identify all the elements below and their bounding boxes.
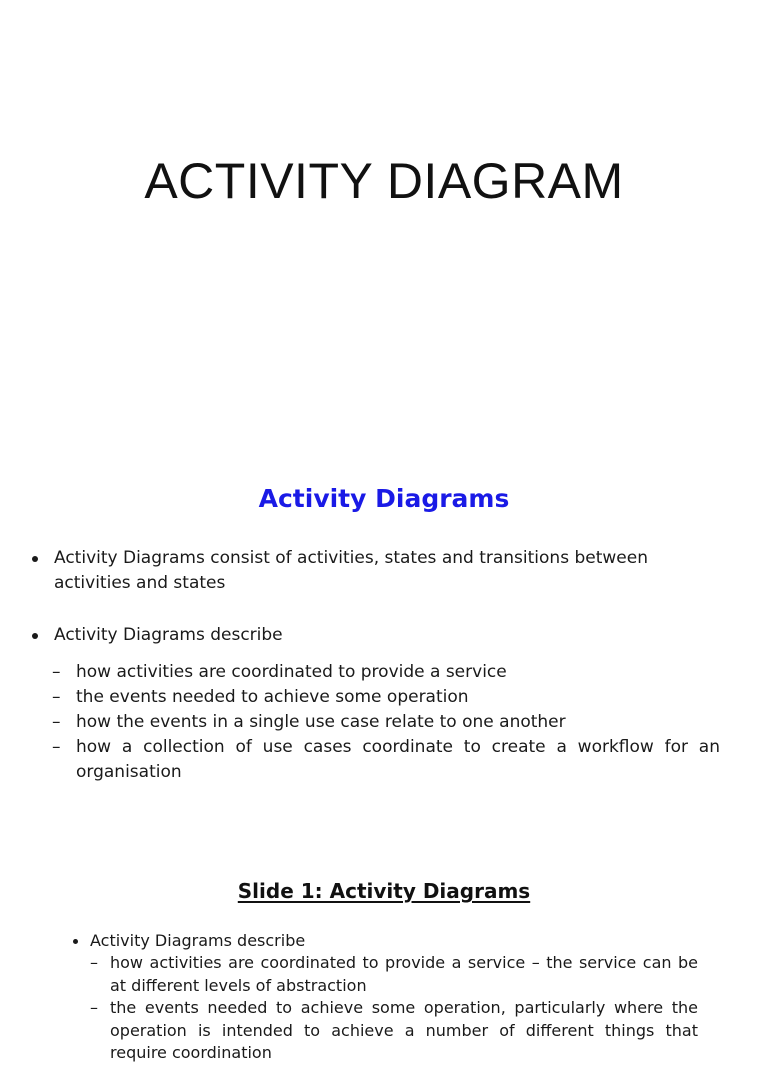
slide-activity-diagrams — [0, 440, 768, 845]
title-slide — [0, 0, 768, 440]
dash-marker: – — [52, 712, 61, 732]
sub-item — [52, 685, 720, 710]
sub-item — [90, 997, 698, 1065]
slide-heading — [0, 879, 768, 903]
sub-item-text: how activities are coordinated to provide a service – the service can be at different levels of abstraction — [110, 953, 698, 995]
bullet-item: Activity Diagrams describe — [54, 623, 722, 648]
slide-1-activity-diagrams — [0, 845, 768, 1062]
sub-item-text: how the events in a single use case relate to one another — [76, 712, 566, 732]
dash-marker: – — [90, 953, 98, 972]
dash-marker: – — [52, 737, 61, 757]
dash-marker: – — [52, 687, 61, 707]
sub-item — [52, 660, 720, 685]
sub-item — [52, 710, 720, 735]
sub-item — [90, 952, 698, 997]
sub-list — [90, 952, 698, 1065]
dash-marker: – — [90, 998, 98, 1017]
sub-item-text: the events needed to achieve some operation, particularly where the operation is intended to achieve a number of different things that require coordination — [110, 998, 698, 1062]
bullet-item: Activity Diagrams consist of activities, states and transitions between activities and states — [54, 546, 722, 596]
sub-item-text: the events needed to achieve some operation — [76, 687, 469, 707]
sub-list — [52, 660, 720, 785]
slide-heading: Activity Diagrams — [258, 484, 510, 513]
main-title: ACTIVITY DIAGRAM — [144, 153, 624, 209]
slide-heading-text: Slide 1: Activity Diagrams — [237, 879, 531, 903]
dash-marker: – — [52, 662, 61, 682]
sub-item-text: how a collection of use cases coordinate to create a workflow for an organisation — [76, 737, 720, 782]
sub-item — [52, 735, 720, 785]
bullet-item: Activity Diagrams describe — [90, 930, 700, 952]
sub-item-text: how activities are coordinated to provide a service — [76, 662, 507, 682]
